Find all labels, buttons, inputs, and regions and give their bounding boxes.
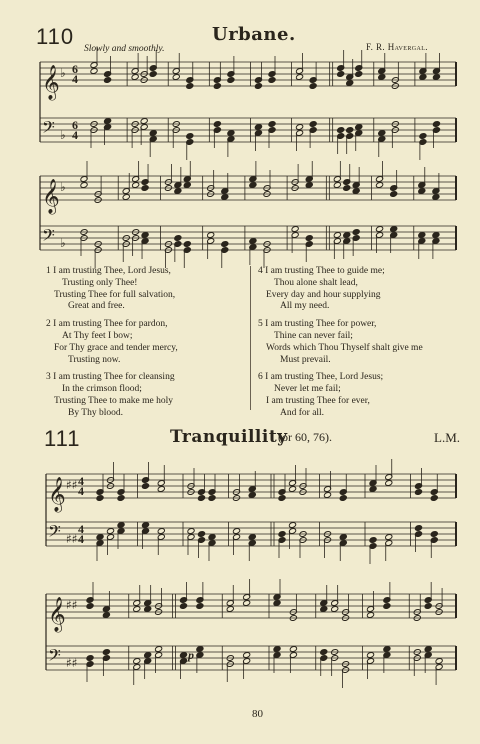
note-head	[248, 492, 256, 499]
note-head	[432, 194, 440, 201]
note-head	[179, 652, 187, 659]
note-head	[337, 127, 345, 134]
note-head	[369, 537, 377, 544]
note-head	[346, 127, 354, 134]
note-head	[221, 194, 229, 201]
note-head	[369, 486, 377, 493]
key-signature: ♭	[60, 128, 66, 142]
note-head	[186, 133, 194, 140]
note-head	[296, 124, 304, 131]
note-head	[149, 71, 157, 78]
verse-line: In the crimson flood;	[62, 384, 142, 395]
note-head	[352, 229, 360, 236]
note-head	[305, 182, 313, 189]
note-head	[390, 191, 398, 198]
author-credit: F. R. Havergal.	[366, 42, 428, 52]
note-head	[418, 188, 426, 195]
note-head	[80, 182, 88, 189]
verses-right-column	[258, 266, 470, 420]
note-head	[196, 646, 204, 653]
time-signature: 4	[72, 71, 78, 86]
note-head	[337, 71, 345, 78]
note-head	[243, 652, 251, 659]
note-head	[117, 522, 125, 529]
note-head	[90, 68, 98, 75]
note-head	[366, 652, 374, 659]
verse-line: I am trusting Thee to guide me;	[265, 266, 385, 276]
note-head	[157, 486, 165, 493]
verse-number: 4	[258, 266, 263, 276]
note-head	[186, 83, 194, 90]
bass-clef: 𝄢	[48, 521, 61, 545]
note-head	[333, 232, 341, 239]
note-head	[430, 495, 438, 502]
bass-clef: 𝄢	[48, 645, 61, 669]
verse-line: Trusting Thee to make me holy	[54, 395, 174, 406]
note-head	[355, 124, 363, 131]
time-signature: 4	[78, 483, 84, 498]
key-signature: ♭	[60, 236, 66, 250]
verse-2	[46, 319, 236, 366]
note-head	[248, 534, 256, 541]
note-head	[96, 495, 104, 502]
note-head	[179, 603, 187, 610]
note-head	[208, 495, 216, 502]
verse-line: I am trusting Thee for cleansing	[53, 372, 175, 383]
verse-line: I am trusting Thee for pardon,	[53, 319, 168, 330]
note-head	[339, 495, 347, 502]
note-head	[383, 603, 391, 610]
alternate-tunes: (or 60, 76).	[278, 430, 332, 444]
verse-number: 1	[46, 266, 51, 276]
verse-line: Words which Thou Thyself shalt give me	[266, 342, 423, 353]
note-head	[414, 489, 422, 496]
time-signature: 6	[72, 117, 78, 132]
hymn-number: 110	[36, 24, 75, 49]
note-head	[172, 74, 180, 81]
note-head	[432, 121, 440, 128]
note-head	[419, 74, 427, 81]
verse-line: Thine can never fail;	[274, 330, 353, 341]
note-head	[424, 646, 432, 653]
verse-line: I am trusting Thee for ever,	[266, 395, 370, 406]
time-signature: 6	[72, 61, 78, 76]
note-head	[232, 528, 240, 535]
verse-1	[46, 266, 236, 313]
bass-clef: 𝄢	[42, 117, 55, 141]
verse-number: 5	[258, 319, 263, 330]
verse-3	[46, 372, 236, 419]
note-head	[197, 495, 205, 502]
treble-clef: 𝄞	[42, 179, 60, 214]
note-head	[174, 235, 182, 242]
note-head	[122, 194, 130, 201]
note-head	[278, 495, 286, 502]
note-head	[221, 241, 229, 248]
treble-clef: 𝄞	[48, 597, 66, 632]
note-head	[155, 646, 163, 653]
note-head	[254, 83, 262, 90]
time-signature: 4	[78, 521, 84, 536]
key-signature: ♭	[60, 66, 66, 80]
note-head	[296, 74, 304, 81]
note-head	[355, 71, 363, 78]
note-head	[133, 658, 141, 665]
note-head	[435, 658, 443, 665]
note-head	[102, 612, 110, 619]
verse-line: Thou alone shalt lead,	[274, 277, 358, 288]
note-head	[366, 612, 374, 619]
note-head	[352, 188, 360, 195]
note-head	[254, 124, 262, 131]
note-head	[432, 74, 440, 81]
verse-line: Every day and hour supplying	[266, 289, 381, 300]
verse-number: 6	[258, 372, 263, 383]
verse-line: Never let me fail;	[274, 384, 341, 395]
note-head	[226, 606, 234, 613]
note-head	[117, 495, 125, 502]
note-head	[104, 118, 112, 125]
treble-clef: 𝄞	[42, 65, 60, 100]
note-head	[376, 182, 384, 189]
note-head	[157, 528, 165, 535]
time-signature: 4	[72, 127, 78, 142]
verse-line: Trusting Thee for full salvation,	[54, 289, 176, 300]
column-divider	[250, 266, 251, 410]
verse-line: Trusting only Thee!	[62, 277, 138, 288]
note-head	[141, 522, 149, 529]
verse-line: Great and free.	[68, 301, 125, 312]
note-head	[288, 486, 296, 493]
note-head	[288, 522, 296, 529]
note-head	[268, 121, 276, 128]
verse-line: Must prevail.	[280, 354, 331, 365]
note-head	[243, 600, 251, 607]
note-head	[141, 232, 149, 239]
note-head	[305, 235, 313, 242]
note-head	[323, 492, 331, 499]
note-head	[346, 80, 354, 87]
note-head	[102, 649, 110, 656]
note-head	[183, 182, 191, 189]
note-head	[430, 531, 438, 538]
time-signature: 4	[78, 473, 84, 488]
note-head	[207, 232, 215, 239]
hymn-title: Tranquillity	[170, 427, 288, 447]
verse-line: By Thy blood.	[68, 407, 123, 418]
note-head	[144, 652, 152, 659]
note-head	[86, 603, 94, 610]
verse-line: I am trusting Thee for power,	[265, 319, 377, 330]
note-head	[432, 232, 440, 239]
page-number: 80	[252, 708, 263, 720]
tempo-marking: Slowly and smoothly.	[84, 44, 165, 54]
note-head	[174, 188, 182, 195]
dynamic-marking: p	[188, 648, 194, 662]
note-head	[183, 241, 191, 248]
note-head	[419, 133, 427, 140]
verse-line: I am trusting Thee, Lord Jesus,	[53, 266, 171, 276]
note-head	[289, 646, 297, 653]
note-head	[331, 606, 339, 613]
note-head	[227, 130, 235, 137]
note-head	[141, 483, 149, 490]
verse-line: All my need.	[280, 301, 330, 312]
note-head	[309, 83, 317, 90]
note-head	[249, 238, 257, 245]
note-head	[333, 182, 341, 189]
key-signature: ♯♯	[66, 478, 78, 492]
note-head	[383, 646, 391, 653]
note-head	[343, 185, 351, 192]
note-head	[213, 121, 221, 128]
note-head	[132, 182, 140, 189]
treble-clef: 𝄞	[48, 477, 66, 512]
time-signature: 4	[78, 531, 84, 546]
note-head	[339, 534, 347, 541]
key-signature: ♭	[60, 180, 66, 194]
verse-line: For Thy grace and tender mercy,	[54, 342, 178, 353]
hymn-number: 111	[44, 426, 81, 451]
note-head	[273, 646, 281, 653]
note-head	[196, 603, 204, 610]
note-head	[320, 649, 328, 656]
note-head	[141, 185, 149, 192]
note-head	[213, 83, 221, 90]
note-head	[414, 525, 422, 532]
note-head	[309, 121, 317, 128]
note-head	[343, 232, 351, 239]
bass-clef: 𝄢	[42, 225, 55, 249]
key-signature: ♯♯	[66, 532, 78, 546]
note-head	[104, 77, 112, 84]
note-head	[144, 606, 152, 613]
note-head	[418, 232, 426, 239]
note-head	[390, 226, 398, 233]
verse-number: 3	[46, 372, 51, 383]
verse-4	[258, 266, 470, 313]
note-head	[96, 534, 104, 541]
note-head	[268, 77, 276, 84]
verse-number: 2	[46, 319, 51, 330]
note-head	[227, 77, 235, 84]
verse-line: I am trusting Thee, Lord Jesus;	[265, 372, 384, 383]
note-head	[208, 534, 216, 541]
note-head	[131, 74, 139, 81]
note-head	[278, 531, 286, 538]
key-signature: ♯♯	[66, 598, 78, 612]
note-head	[133, 606, 141, 613]
verse-line: Trusting now.	[68, 354, 121, 365]
note-head	[86, 655, 94, 662]
note-head	[378, 130, 386, 137]
note-head	[385, 534, 393, 541]
note-head	[249, 182, 257, 189]
note-head	[385, 480, 393, 487]
verses-left-column	[46, 266, 236, 420]
note-head	[376, 226, 384, 233]
meter-label: L.M.	[434, 430, 460, 445]
note-head	[320, 606, 328, 613]
verse-6	[258, 372, 470, 419]
note-head	[378, 74, 386, 81]
note-head	[187, 528, 195, 535]
verse-line: At Thy feet I bow;	[62, 330, 133, 341]
note-head	[197, 531, 205, 538]
note-head	[149, 130, 157, 137]
key-signature: ♯♯	[66, 656, 78, 670]
note-head	[424, 603, 432, 610]
note-head	[291, 226, 299, 233]
note-head	[273, 600, 281, 607]
verse-line: And for all.	[280, 407, 325, 418]
note-head	[106, 528, 114, 535]
verse-5	[258, 319, 470, 366]
note-head	[140, 118, 148, 125]
hymn-title: Urbane.	[212, 24, 296, 45]
